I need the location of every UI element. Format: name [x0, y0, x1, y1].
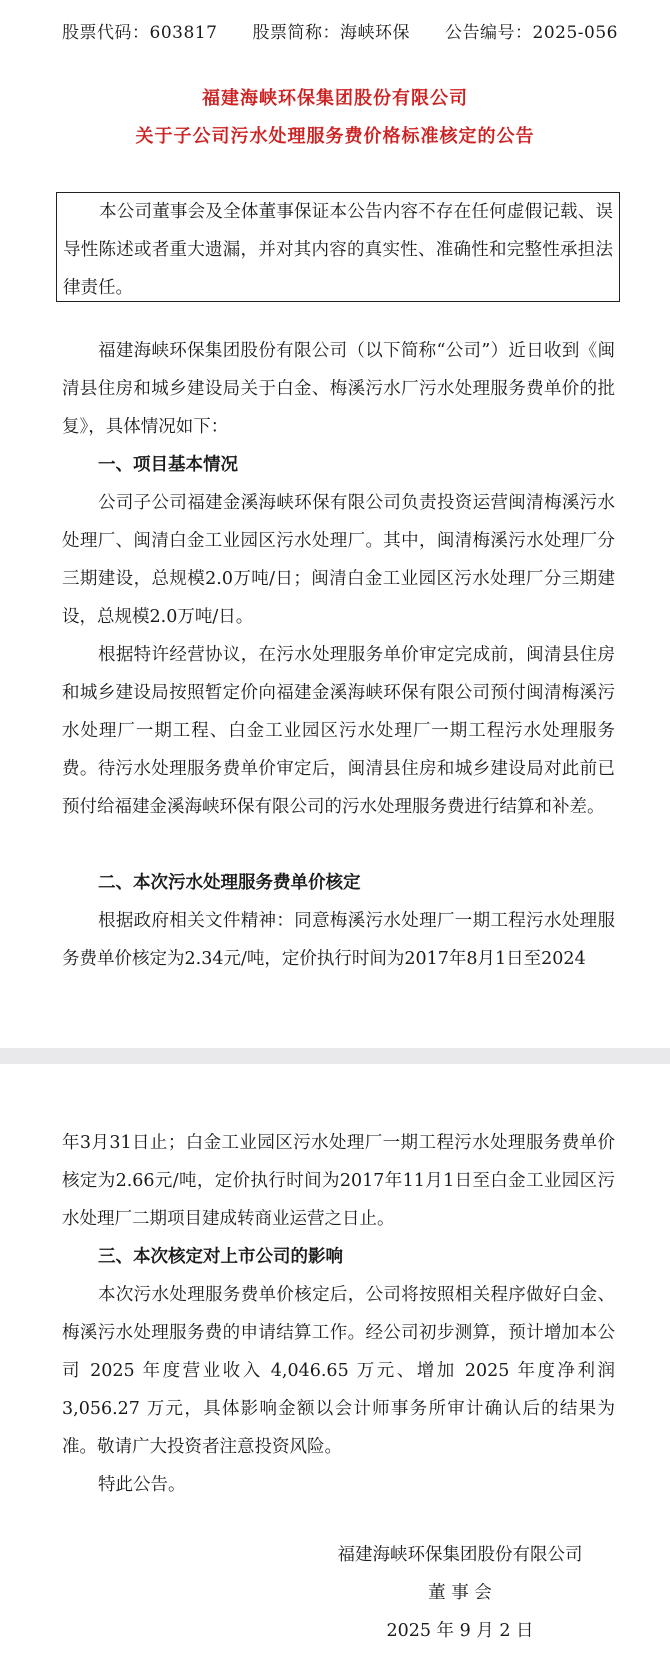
section2-heading: 二、本次污水处理服务费单价核定 — [98, 873, 361, 893]
section1-paragraph-2: 根据特许经营协议，在污水处理服务单价审定完成前，闽清县住房和城乡建设局按照暂定价向福建金溪海峡环保有限公司预付闽清梅溪污水处理厂一期工程、白金工业园区污水处理厂一期工程污水处理服务费。待污水处理服务费单价审定后，闽清县住房和城乡建设局对此前已预付给福建金溪海峡环保有限公司的污水处理服务费进行结算和补差。 — [62, 645, 615, 817]
stock-abbreviation: 股票简称：海峡环保 — [252, 23, 410, 43]
signature-date: 2025 年 9 月 2 日 — [386, 1621, 534, 1641]
closing-text: 特此公告。 — [98, 1475, 186, 1495]
page-separator — [0, 1048, 670, 1064]
section3-paragraph: 本次污水处理服务费单价核定后，公司将按照相关程序做好白金、梅溪污水处理服务费的申请结算工作。经公司初步测算，预计增加本公司 2025 年度营业收入 4,046.65 万元、增加 2025 年度净利润 3,056.27 万元，具体影响金额以会计师事务所审计确认后的结果为准。敬请广大投资者注意投资风险。 — [62, 1285, 615, 1457]
announcement-number: 公告编号：2025-056 — [445, 23, 618, 43]
section1-paragraph-1: 公司子公司福建金溪海峡环保有限公司负责投资运营闽清梅溪污水处理厂、闽清白金工业园区污水处理厂。其中，闽清梅溪污水处理厂分三期建设，总规模2.0万吨/日；闽清白金工业园区污水处理厂分三期建设，总规模2.0万吨/日。 — [62, 493, 615, 627]
section3-heading: 三、本次核定对上市公司的影响 — [98, 1247, 343, 1267]
signature-board: 董 事 会 — [428, 1583, 492, 1603]
document-header — [62, 18, 618, 43]
signature-company: 福建海峡环保集团股份有限公司 — [337, 1545, 583, 1565]
disclaimer-box — [56, 192, 620, 302]
disclaimer-text: 本公司董事会及全体董事保证本公告内容不存在任何虚假记载、误导性陈述或者重大遗漏，并对其内容的真实性、准确性和完整性承担法律责任。 — [63, 202, 613, 298]
company-title: 福建海峡环保集团股份有限公司 — [202, 88, 468, 109]
section2-paragraph-part1: 根据政府相关文件精神：同意梅溪污水处理厂一期工程污水处理服务费单价核定为2.34元/吨，定价执行时间为2017年8月1日至2024 — [62, 911, 615, 969]
document-page-2 — [0, 1064, 670, 1668]
section2-paragraph-part2: 年3月31日止；白金工业园区污水处理厂一期工程污水处理服务费单价核定为2.66元/吨，定价执行时间为2017年11月1日至白金工业园区污水处理厂二期项目建成转商业运营之日止。 — [62, 1133, 615, 1229]
stock-code: 股票代码：603817 — [62, 23, 218, 43]
section1-heading: 一、项目基本情况 — [98, 455, 238, 475]
intro-paragraph: 福建海峡环保集团股份有限公司（以下简称“公司”）近日收到《闽清县住房和城乡建设局关于白金、梅溪污水厂污水处理服务费单价的批复》，具体情况如下： — [62, 341, 615, 437]
announcement-title: 关于子公司污水处理服务费价格标准核定的公告 — [135, 126, 535, 147]
